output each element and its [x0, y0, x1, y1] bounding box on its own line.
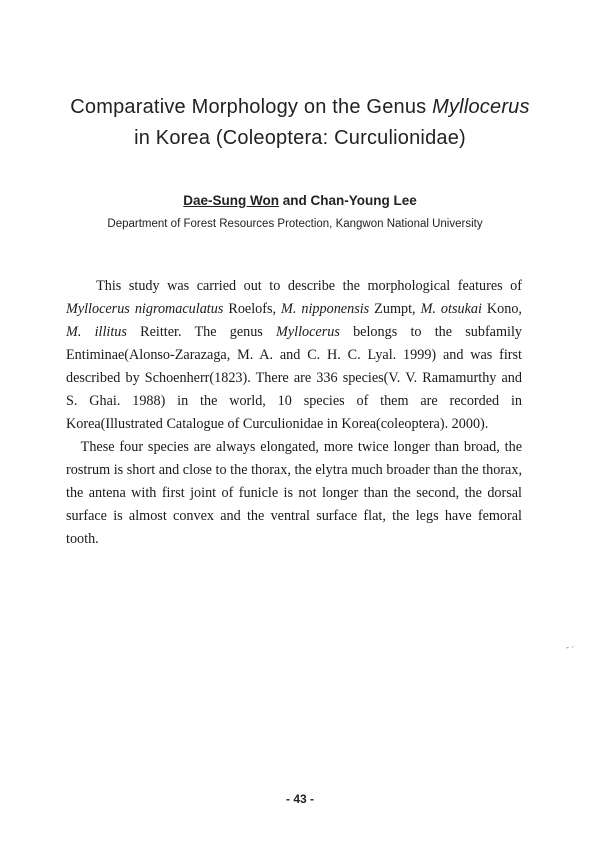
abstract-body — [66, 275, 522, 551]
author-second: Chan-Young Lee — [310, 193, 417, 208]
abstract-text-run: Roelofs, — [223, 301, 282, 317]
species-name: M. illitus — [66, 324, 127, 340]
page-number: - 43 - — [285, 792, 314, 806]
title-line-2: in Korea (Coleoptera: Curculionidae) — [134, 127, 466, 149]
title-line-1 — [40, 92, 560, 123]
affiliation: Department of Forest Resources Protection, Kangwon National University — [107, 218, 483, 230]
abstract-paragraph-2-text: These four species are always elongated, more twice longer than broad, the rostrum is short and close to the thorax, the elytra much broader than the thorax, the antena with first joint of funicle is not longer than the second, the dorsal surface is almost convex and the ventral surface flat, the legs have femoral tooth. — [66, 439, 523, 547]
species-name: Myllocerus nigromaculatus — [66, 301, 224, 317]
abstract-text-run: This study was carried out to describe the morphological features of — [96, 278, 522, 294]
author-connector: and — [278, 193, 311, 208]
species-name: M. nipponensis — [281, 301, 370, 317]
abstract-paragraph-1 — [66, 275, 522, 436]
title-genus: Myllocerus — [432, 96, 530, 118]
title-line-1-text: Comparative Morphology on the Genus — [70, 96, 433, 118]
abstract-paragraph-2 — [66, 436, 522, 551]
author-line — [0, 193, 600, 208]
abstract-text-run: Kono, — [481, 301, 522, 317]
author-first: Dae-Sung Won — [183, 193, 279, 208]
species-name: Myllocerus — [276, 324, 340, 340]
species-name: M. otsukai — [420, 301, 482, 317]
margin-mark: - · — [566, 642, 575, 652]
abstract-text-run: belongs to the subfamily Entiminae(Alonso-Zarazaga, M. A. and C. H. C. Lyal. 1999) and was first described by Schoenherr(1823). There are 336 species(V. V. Ramamurthy and S. Ghai. 1988) in the world, 10 species of them are recorded in Korea(Illustrated Catalogue of Curculionidae in Korea(coleoptera). 2000). — [66, 324, 522, 432]
paper-title — [40, 92, 560, 154]
abstract-text-run: Reitter. The genus — [126, 324, 277, 340]
abstract-text-run: Zumpt, — [369, 301, 421, 317]
